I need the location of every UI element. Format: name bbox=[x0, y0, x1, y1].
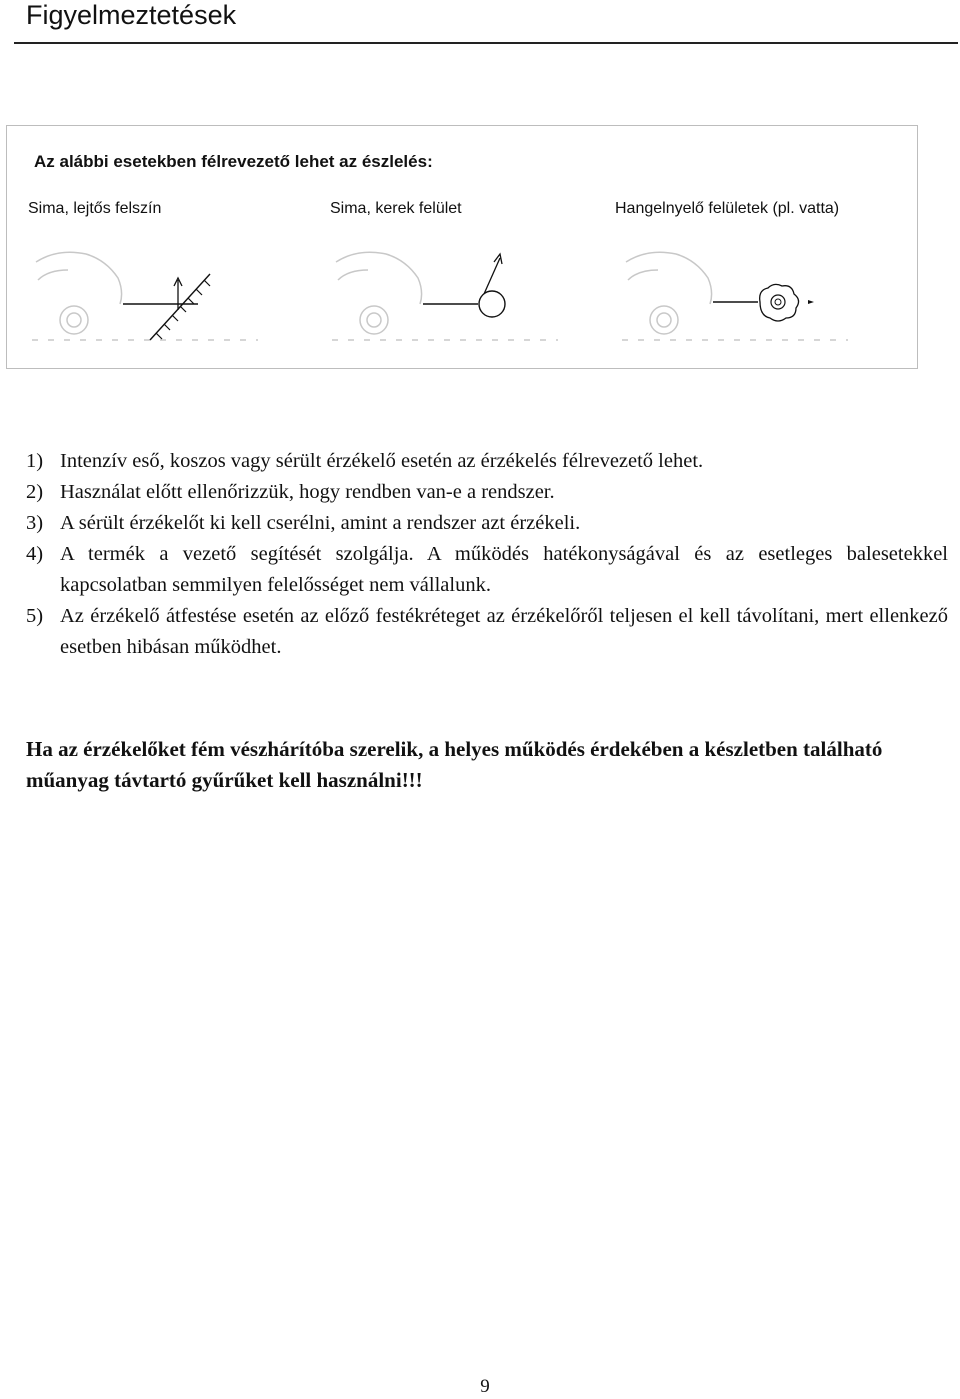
note-item: 3) A sérült érzékelőt ki kell cserélni, amint a rendszer azt érzékeli. bbox=[26, 512, 581, 534]
page-title: Figyelmeztetések bbox=[26, 0, 237, 30]
warning-text: Ha az érzékelőket fém vészhárítóba szerelik, a helyes működés érdekében a készletben található műanyag távtartó gyűrűket kell használni!!! bbox=[26, 737, 883, 792]
title-divider bbox=[14, 42, 958, 44]
case-label-round: Sima, kerek felület bbox=[330, 200, 462, 217]
inclined-surface-icon bbox=[28, 240, 288, 350]
note-item: 1) Intenzív eső, koszos vagy sérült érzékelő esetén az érzékelés félrevezető lehet. bbox=[26, 450, 704, 472]
sound-absorbing-surface-icon bbox=[618, 240, 878, 350]
figure-heading: Az alábbi esetekben félrevezető lehet az észlelés: bbox=[34, 152, 433, 171]
note-item: 5) Az érzékelő átfestése esetén az előző festékréteget az érzékelőről teljesen el kell távolítani, mert ellenkező esetben hibásan működhet. bbox=[26, 605, 948, 658]
note-item: 4) A termék a vezető segítését szolgálja. A működés hatékonyságával és az esetleges balesetekkel kapcsolatban semmilyen felelősséget nem vállalunk. bbox=[26, 543, 948, 596]
case-label-absorbing: Hangelnyelő felületek (pl. vatta) bbox=[615, 200, 840, 217]
note-item: 2) Használat előtt ellenőrizzük, hogy rendben van-e a rendszer. bbox=[26, 481, 555, 503]
case-label-inclined: Sima, lejtős felszín bbox=[28, 200, 162, 217]
page-number: 9 bbox=[480, 1376, 490, 1397]
round-surface-icon bbox=[328, 240, 588, 350]
notes-list bbox=[26, 446, 948, 663]
